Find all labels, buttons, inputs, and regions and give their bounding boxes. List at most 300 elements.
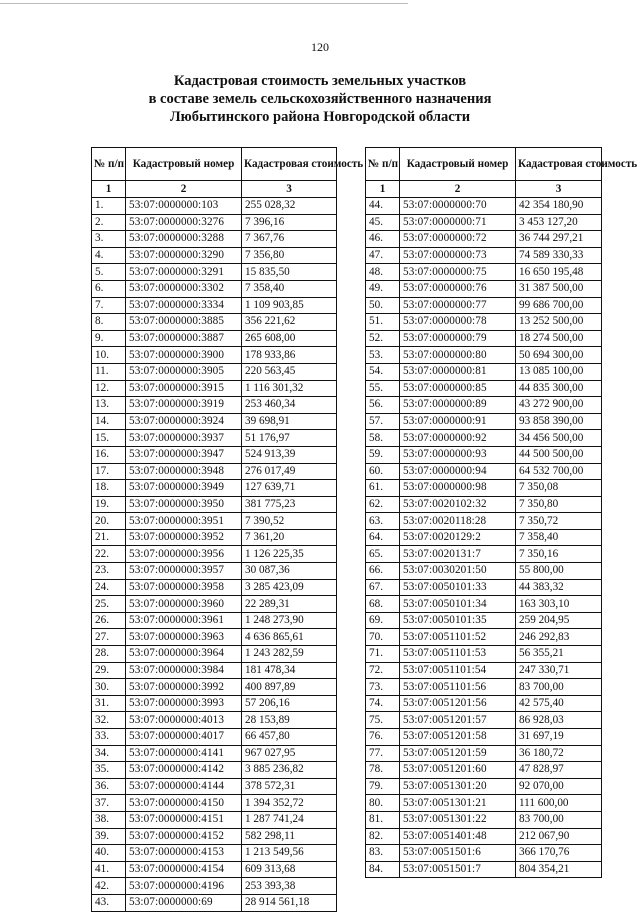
column-number: 2 (400, 181, 516, 198)
row-number: 45. (366, 214, 400, 231)
cadastral-value: 31 697,19 (516, 729, 602, 746)
row-number: 18. (92, 480, 126, 497)
cadastral-number: 53:07:0000000:3334 (126, 297, 242, 314)
cadastral-number: 53:07:0000000:103 (126, 198, 242, 215)
cadastral-value: 246 292,83 (516, 629, 602, 646)
cadastral-value: 1 126 225,35 (242, 546, 337, 563)
row-number: 52. (366, 330, 400, 347)
row-number: 23. (92, 563, 126, 580)
cadastral-value: 43 272 900,00 (516, 397, 602, 414)
cadastral-number: 53:07:0000000:3900 (126, 347, 242, 364)
row-number: 42. (92, 878, 126, 895)
row-number: 40. (92, 845, 126, 862)
table-row (92, 646, 337, 663)
cadastral-value: 1 394 352,72 (242, 795, 337, 812)
table-row (92, 297, 337, 314)
row-number: 17. (92, 463, 126, 480)
row-number: 81. (366, 811, 400, 828)
table-row (366, 480, 602, 497)
cadastral-value: 582 298,11 (242, 828, 337, 845)
cadastral-value: 220 563,45 (242, 363, 337, 380)
cadastral-value: 47 828,97 (516, 762, 602, 779)
cadastral-number: 53:07:0000000:3956 (126, 546, 242, 563)
table-row (366, 513, 602, 530)
table-row (366, 330, 602, 347)
cadastral-value: 253 393,38 (242, 878, 337, 895)
table-header-row (366, 148, 602, 181)
row-number: 39. (92, 828, 126, 845)
row-number: 71. (366, 646, 400, 663)
cadastral-value: 83 700,00 (516, 811, 602, 828)
cadastral-number: 53:07:0051101:53 (400, 646, 516, 663)
row-number: 56. (366, 397, 400, 414)
row-number: 2. (92, 214, 126, 231)
cadastral-value: 1 248 273,90 (242, 612, 337, 629)
table-row (366, 496, 602, 513)
row-number: 64. (366, 529, 400, 546)
cadastral-number: 53:07:0030201:50 (400, 563, 516, 580)
header-cadastral-number: Кадастровый номер (126, 148, 242, 181)
table-row (366, 231, 602, 248)
cadastral-number: 53:07:0000000:78 (400, 314, 516, 331)
cadastral-value: 36 180,72 (516, 745, 602, 762)
title-line-2: в составе земель сельскохозяйственного назначения (148, 91, 492, 107)
table-row (92, 845, 337, 862)
row-number: 83. (366, 845, 400, 862)
table-row (366, 347, 602, 364)
cadastral-value: 7 358,40 (516, 529, 602, 546)
cadastral-value: 1 213 549,56 (242, 845, 337, 862)
cadastral-number: 53:07:0000000:69 (126, 894, 242, 911)
cadastral-number: 53:07:0000000:4154 (126, 861, 242, 878)
row-number: 70. (366, 629, 400, 646)
cadastral-value: 51 176,97 (242, 430, 337, 447)
cadastral-value: 181 478,34 (242, 662, 337, 679)
cadastral-number: 53:07:0000000:98 (400, 480, 516, 497)
cadastral-value: 56 355,21 (516, 646, 602, 663)
row-number: 8. (92, 314, 126, 331)
cadastral-number: 53:07:0000000:3960 (126, 596, 242, 613)
row-number: 48. (366, 264, 400, 281)
row-number: 35. (92, 762, 126, 779)
row-number: 32. (92, 712, 126, 729)
title-line-1: Кадастровая стоимость земельных участков (173, 73, 467, 89)
row-number: 78. (366, 762, 400, 779)
row-number: 65. (366, 546, 400, 563)
row-number: 13. (92, 397, 126, 414)
row-number: 28. (92, 646, 126, 663)
cadastral-number: 53:07:0000000:4013 (126, 712, 242, 729)
row-number: 37. (92, 795, 126, 812)
table-row (366, 397, 602, 414)
cadastral-value: 50 694 300,00 (516, 347, 602, 364)
table-row (92, 231, 337, 248)
cadastral-value: 163 303,10 (516, 596, 602, 613)
table-row (92, 529, 337, 546)
table-row (92, 198, 337, 215)
table-row (92, 745, 337, 762)
cadastral-number: 53:07:0051201:56 (400, 695, 516, 712)
row-number: 82. (366, 828, 400, 845)
cadastral-value: 400 897,89 (242, 679, 337, 696)
table-row (92, 778, 337, 795)
table-row (92, 795, 337, 812)
cadastral-value: 127 639,71 (242, 480, 337, 497)
cadastral-number: 53:07:0000000:3937 (126, 430, 242, 447)
row-number: 66. (366, 563, 400, 580)
cadastral-value: 265 608,00 (242, 330, 337, 347)
cadastral-value: 804 354,21 (516, 861, 602, 878)
row-number: 38. (92, 811, 126, 828)
table-row (92, 712, 337, 729)
column-number: 3 (516, 181, 602, 198)
table-row (366, 811, 602, 828)
row-number: 31. (92, 695, 126, 712)
row-number: 25. (92, 596, 126, 613)
cadastral-value: 44 835 300,00 (516, 380, 602, 397)
row-number: 46. (366, 231, 400, 248)
table-row (92, 446, 337, 463)
table-row (366, 314, 602, 331)
table-row (366, 745, 602, 762)
row-number: 19. (92, 496, 126, 513)
row-number: 61. (366, 480, 400, 497)
table-row (366, 380, 602, 397)
table-row (92, 695, 337, 712)
page-number: 120 (311, 40, 329, 54)
title-line-3: Любытинского района Новгородской области (169, 109, 471, 125)
cadastral-value: 44 500 500,00 (516, 446, 602, 463)
table-row (366, 629, 602, 646)
cadastral-number: 53:07:0051101:54 (400, 662, 516, 679)
cadastral-number: 53:07:0000000:85 (400, 380, 516, 397)
cadastral-value: 44 383,32 (516, 579, 602, 596)
cadastral-number: 53:07:0000000:4142 (126, 762, 242, 779)
row-number: 44. (366, 198, 400, 215)
row-number: 75. (366, 712, 400, 729)
cadastral-value: 259 204,95 (516, 612, 602, 629)
table-row (366, 778, 602, 795)
table-column-numbers-row (92, 181, 337, 198)
row-number: 41. (92, 861, 126, 878)
column-number: 3 (242, 181, 337, 198)
cadastral-value: 7 350,80 (516, 496, 602, 513)
cadastral-value: 36 744 297,21 (516, 231, 602, 248)
cadastral-number: 53:07:0000000:71 (400, 214, 516, 231)
cadastral-table-right (365, 147, 638, 878)
cadastral-value: 7 367,76 (242, 231, 337, 248)
row-number: 27. (92, 629, 126, 646)
table-row (366, 247, 602, 264)
cadastral-value: 18 274 500,00 (516, 330, 602, 347)
cadastral-number: 53:07:0000000:92 (400, 430, 516, 447)
row-number: 6. (92, 280, 126, 297)
cadastral-number: 53:07:0050101:35 (400, 612, 516, 629)
cadastral-value: 4 636 865,61 (242, 629, 337, 646)
cadastral-value: 247 330,71 (516, 662, 602, 679)
table-row (366, 198, 602, 215)
header-num: № п/п (366, 148, 400, 181)
cadastral-value: 524 913,39 (242, 446, 337, 463)
header-cadastral-value: Кадастровая стоимость (242, 148, 337, 181)
cadastral-number: 53:07:0000000:73 (400, 247, 516, 264)
cadastral-number: 53:07:0000000:4141 (126, 745, 242, 762)
column-number: 2 (126, 181, 242, 198)
cadastral-value: 1 109 903,85 (242, 297, 337, 314)
cadastral-number: 53:07:0051301:22 (400, 811, 516, 828)
cadastral-number: 53:07:0051501:6 (400, 845, 516, 862)
cadastral-number: 53:07:0000000:3276 (126, 214, 242, 231)
cadastral-value: 7 396,16 (242, 214, 337, 231)
table-row (92, 762, 337, 779)
table-row (92, 214, 337, 231)
row-number: 84. (366, 861, 400, 878)
cadastral-number: 53:07:0000000:3949 (126, 480, 242, 497)
cadastral-value: 22 289,31 (242, 596, 337, 613)
cadastral-number: 53:07:0000000:3885 (126, 314, 242, 331)
cadastral-number: 53:07:0020129:2 (400, 529, 516, 546)
cadastral-value: 66 457,80 (242, 729, 337, 746)
cadastral-value: 967 027,95 (242, 745, 337, 762)
cadastral-number: 53:07:0000000:3958 (126, 579, 242, 596)
cadastral-number: 53:07:0000000:4144 (126, 778, 242, 795)
table-row (92, 513, 337, 530)
cadastral-number: 53:07:0000000:80 (400, 347, 516, 364)
row-number: 7. (92, 297, 126, 314)
table-body-right (366, 198, 602, 878)
cadastral-number: 53:07:0051301:20 (400, 778, 516, 795)
row-number: 67. (366, 579, 400, 596)
row-number: 29. (92, 662, 126, 679)
cadastral-number: 53:07:0000000:3948 (126, 463, 242, 480)
table-row (366, 546, 602, 563)
table-row (366, 463, 602, 480)
cadastral-number: 53:07:0051101:56 (400, 679, 516, 696)
cadastral-number: 53:07:0000000:3950 (126, 496, 242, 513)
row-number: 22. (92, 546, 126, 563)
cadastral-number: 53:07:0000000:3963 (126, 629, 242, 646)
cadastral-number: 53:07:0000000:79 (400, 330, 516, 347)
row-number: 49. (366, 280, 400, 297)
cadastral-value: 42 575,40 (516, 695, 602, 712)
table-row (92, 247, 337, 264)
cadastral-number: 53:07:0000000:4153 (126, 845, 242, 862)
cadastral-number: 53:07:0051501:7 (400, 861, 516, 878)
cadastral-number: 53:07:0051201:59 (400, 745, 516, 762)
header-cadastral-number: Кадастровый номер (400, 148, 516, 181)
cadastral-value: 378 572,31 (242, 778, 337, 795)
cadastral-value: 86 928,03 (516, 712, 602, 729)
cadastral-number: 53:07:0000000:3993 (126, 695, 242, 712)
table-row (92, 612, 337, 629)
table-row (366, 413, 602, 430)
cadastral-number: 53:07:0050101:34 (400, 596, 516, 613)
table-row (366, 612, 602, 629)
cadastral-number: 53:07:0000000:3961 (126, 612, 242, 629)
cadastral-value: 13 085 100,00 (516, 363, 602, 380)
cadastral-value: 3 285 423,09 (242, 579, 337, 596)
table-row (366, 662, 602, 679)
column-number: 1 (92, 181, 126, 198)
table-row (366, 861, 602, 878)
column-number: 1 (366, 181, 400, 198)
cadastral-value: 111 600,00 (516, 795, 602, 812)
cadastral-number: 53:07:0000000:77 (400, 297, 516, 314)
table-row (92, 314, 337, 331)
cadastral-number: 53:07:0000000:3957 (126, 563, 242, 580)
cadastral-number: 53:07:0000000:3964 (126, 646, 242, 663)
row-number: 12. (92, 380, 126, 397)
scan-top-rule (0, 3, 408, 4)
row-number: 5. (92, 264, 126, 281)
row-number: 10. (92, 347, 126, 364)
table-row (366, 695, 602, 712)
table-row (92, 430, 337, 447)
table-row (366, 762, 602, 779)
cadastral-value: 34 456 500,00 (516, 430, 602, 447)
cadastral-value: 7 350,72 (516, 513, 602, 530)
cadastral-number: 53:07:0000000:4150 (126, 795, 242, 812)
document-title (0, 72, 640, 126)
row-number: 36. (92, 778, 126, 795)
row-number: 21. (92, 529, 126, 546)
cadastral-value: 1 243 282,59 (242, 646, 337, 663)
cadastral-number: 53:07:0000000:93 (400, 446, 516, 463)
cadastral-value: 7 356,80 (242, 247, 337, 264)
cadastral-number: 53:07:0000000:3992 (126, 679, 242, 696)
cadastral-number: 53:07:0000000:4017 (126, 729, 242, 746)
table-row (92, 679, 337, 696)
table-row (92, 894, 337, 911)
row-number: 80. (366, 795, 400, 812)
cadastral-number: 53:07:0051201:57 (400, 712, 516, 729)
table-body-left (92, 198, 337, 912)
table-row (92, 480, 337, 497)
cadastral-value: 83 700,00 (516, 679, 602, 696)
table-row (92, 397, 337, 414)
table-row (92, 811, 337, 828)
row-number: 9. (92, 330, 126, 347)
cadastral-value: 253 460,34 (242, 397, 337, 414)
table-row (92, 413, 337, 430)
table-row (92, 496, 337, 513)
cadastral-number: 53:07:0000000:3291 (126, 264, 242, 281)
cadastral-number: 53:07:0000000:3924 (126, 413, 242, 430)
row-number: 57. (366, 413, 400, 430)
cadastral-number: 53:07:0000000:91 (400, 413, 516, 430)
row-number: 14. (92, 413, 126, 430)
cadastral-number: 53:07:0000000:3302 (126, 280, 242, 297)
table-row (366, 214, 602, 231)
cadastral-number: 53:07:0000000:3290 (126, 247, 242, 264)
row-number: 30. (92, 679, 126, 696)
cadastral-number: 53:07:0050101:33 (400, 579, 516, 596)
table-row (92, 280, 337, 297)
cadastral-value: 212 067,90 (516, 828, 602, 845)
cadastral-number: 53:07:0020118:28 (400, 513, 516, 530)
table-row (366, 579, 602, 596)
cadastral-number: 53:07:0000000:3915 (126, 380, 242, 397)
cadastral-number: 53:07:0000000:3947 (126, 446, 242, 463)
table-row (366, 845, 602, 862)
cadastral-value: 7 390,52 (242, 513, 337, 530)
cadastral-number: 53:07:0051301:21 (400, 795, 516, 812)
table-row (92, 264, 337, 281)
cadastral-number: 53:07:0000000:89 (400, 397, 516, 414)
cadastral-number: 53:07:0000000:3887 (126, 330, 242, 347)
cadastral-number: 53:07:0000000:94 (400, 463, 516, 480)
cadastral-value: 30 087,36 (242, 563, 337, 580)
table-row (92, 347, 337, 364)
cadastral-value: 366 170,76 (516, 845, 602, 862)
row-number: 63. (366, 513, 400, 530)
cadastral-number: 53:07:0020102:32 (400, 496, 516, 513)
cadastral-number: 53:07:0000000:4151 (126, 811, 242, 828)
cadastral-value: 609 313,68 (242, 861, 337, 878)
table-row (92, 463, 337, 480)
table-row (366, 297, 602, 314)
row-number: 24. (92, 579, 126, 596)
cadastral-number: 53:07:0051101:52 (400, 629, 516, 646)
cadastral-number: 53:07:0000000:3905 (126, 363, 242, 380)
row-number: 3. (92, 231, 126, 248)
cadastral-value: 64 532 700,00 (516, 463, 602, 480)
row-number: 34. (92, 745, 126, 762)
cadastral-number: 53:07:0000000:70 (400, 198, 516, 215)
row-number: 47. (366, 247, 400, 264)
cadastral-value: 16 650 195,48 (516, 264, 602, 281)
cadastral-value: 1 287 741,24 (242, 811, 337, 828)
row-number: 54. (366, 363, 400, 380)
cadastral-number: 53:07:0000000:76 (400, 280, 516, 297)
header-cadastral-value: Кадастровая стоимость (516, 148, 602, 181)
cadastral-number: 53:07:0000000:3952 (126, 529, 242, 546)
cadastral-value: 276 017,49 (242, 463, 337, 480)
row-number: 62. (366, 496, 400, 513)
cadastral-value: 7 350,08 (516, 480, 602, 497)
table-row (92, 563, 337, 580)
cadastral-value: 7 350,16 (516, 546, 602, 563)
row-number: 76. (366, 729, 400, 746)
row-number: 20. (92, 513, 126, 530)
table-row (366, 795, 602, 812)
cadastral-value: 31 387 500,00 (516, 280, 602, 297)
cadastral-value: 7 361,20 (242, 529, 337, 546)
cadastral-value: 39 698,91 (242, 413, 337, 430)
table-row (366, 430, 602, 447)
row-number: 60. (366, 463, 400, 480)
cadastral-number: 53:07:0051201:58 (400, 729, 516, 746)
table-row (366, 446, 602, 463)
cadastral-value: 93 858 390,00 (516, 413, 602, 430)
row-number: 26. (92, 612, 126, 629)
table-row (366, 596, 602, 613)
row-number: 50. (366, 297, 400, 314)
cadastral-value: 13 252 500,00 (516, 314, 602, 331)
table-column-numbers-row (366, 181, 602, 198)
table-row (366, 563, 602, 580)
row-number: 59. (366, 446, 400, 463)
row-number: 77. (366, 745, 400, 762)
row-number: 79. (366, 778, 400, 795)
row-number: 69. (366, 612, 400, 629)
cadastral-value: 28 153,89 (242, 712, 337, 729)
row-number: 68. (366, 596, 400, 613)
row-number: 55. (366, 380, 400, 397)
cadastral-value: 15 835,50 (242, 264, 337, 281)
cadastral-value: 92 070,00 (516, 778, 602, 795)
cadastral-number: 53:07:0051201:60 (400, 762, 516, 779)
